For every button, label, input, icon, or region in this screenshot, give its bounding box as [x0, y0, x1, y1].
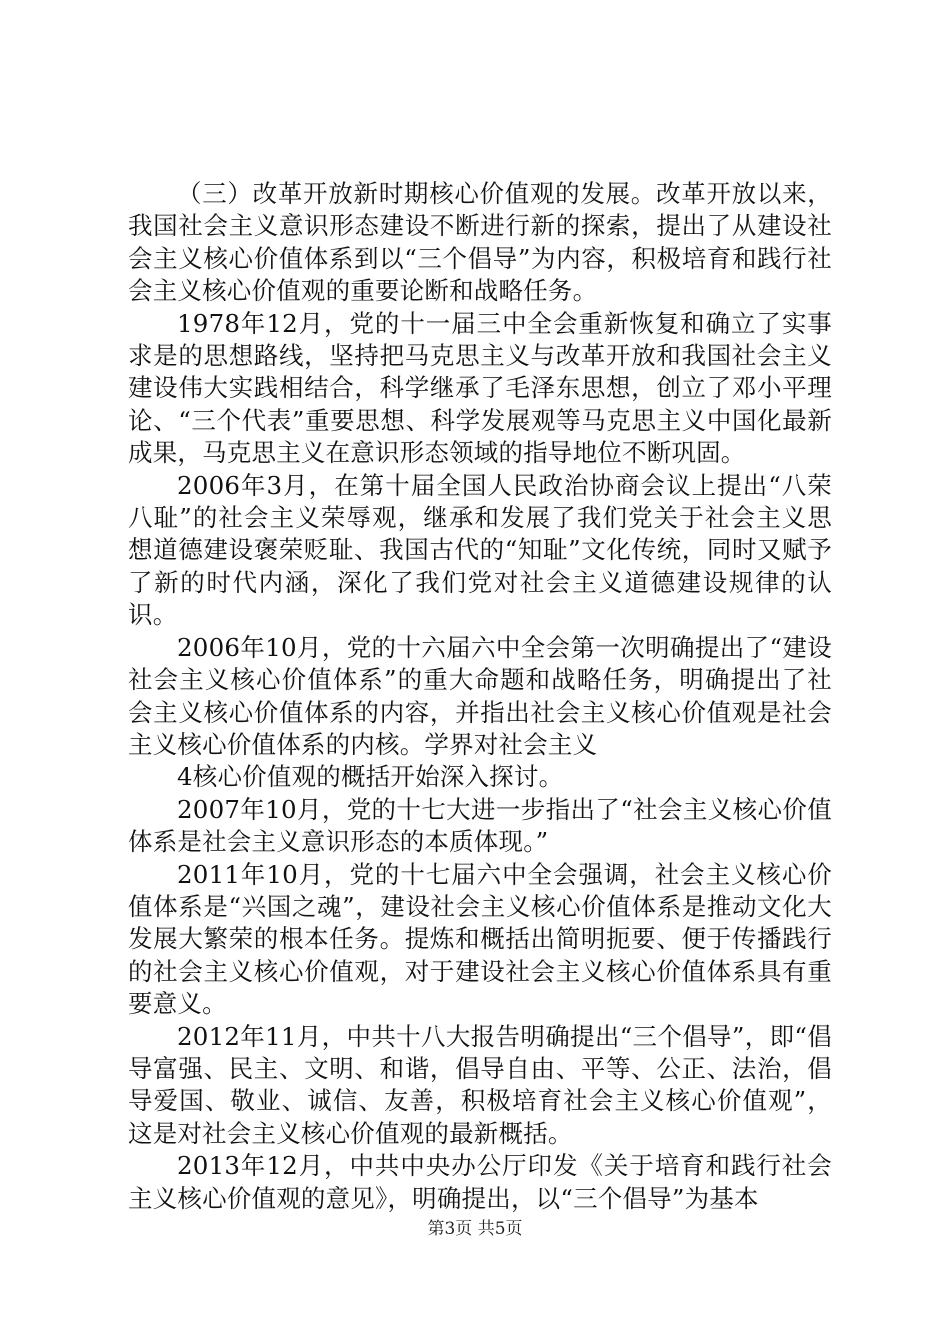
- paragraph-2012: 2012年11月，中共十八大报告明确提出“三个倡导”，即“倡导富强、民主、文明、和谐，倡导自由、平等、公正、法治，倡导爱国、敬业、诚信、友善，积极培育社会主义核心价值观”，这是对社会主义核心价值观的最新概括。: [128, 1021, 832, 1148]
- page-number-footer: 第3页 共5页: [427, 1219, 523, 1239]
- paragraph-fragment: 4核心价值观的概括开始深入探讨。: [177, 762, 564, 792]
- paragraph-2007: 2007年10月，党的十七大进一步指出了“社会主义核心价值体系是社会主义意识形态的本质体现。”: [128, 794, 832, 857]
- document-body: [128, 178, 832, 1215]
- paragraph-2011: 2011年10月，党的十七届六中全会强调，社会主义核心价值体系是“兴国之魂”，建设社会主义核心价值体系是推动文化大发展大繁荣的根本任务。提炼和概括出简明扼要、便于传播践行的社会主义核心价值观，对于建设社会主义核心价值体系具有重要意义。: [128, 859, 832, 1019]
- paragraph-section-heading: （三）改革开放新时期核心价值观的发展。改革开放以来，我国社会主义意识形态建设不断进行新的探索，提出了从建设社会主义核心价值体系到以“三个倡导”为内容，积极培育和践行社会主义核心价值观的重要论断和战略任务。: [128, 179, 832, 306]
- paragraph-2013: 2013年12月，中共中央办公厅印发《关于培育和践行社会主义核心价值观的意见》，明确提出，以“三个倡导”为基本: [128, 1151, 832, 1213]
- paragraph-2006-march: 2006年3月，在第十届全国人民政治协商会议上提出“八荣八耻”的社会主义荣辱观，继承和发展了我们党关于社会主义思想道德建设褒荣贬耻、我国古代的“知耻”文化传统，同时又赋予了新的时代内涵，深化了我们党对社会主义道德建设规律的认识。: [128, 470, 832, 630]
- paragraph-2006-october: 2006年10月，党的十六届六中全会第一次明确提出了“建设社会主义核心价值体系”的重大命题和战略任务，明确提出了社会主义核心价值体系的内容，并指出社会主义核心价值观是社会主义核心价值体系的内核。学界对社会主义: [128, 632, 832, 759]
- paragraph-1978: 1978年12月，党的十一届三中全会重新恢复和确立了实事求是的思想路线，坚持把马克思主义与改革开放和我国社会主义建设伟大实践相结合，科学继承了毛泽东思想，创立了邓小平理论、“三个代表”重要思想、科学发展观等马克思主义中国化最新成果，马克思主义在意识形态领域的指导地位不断巩固。: [128, 308, 832, 468]
